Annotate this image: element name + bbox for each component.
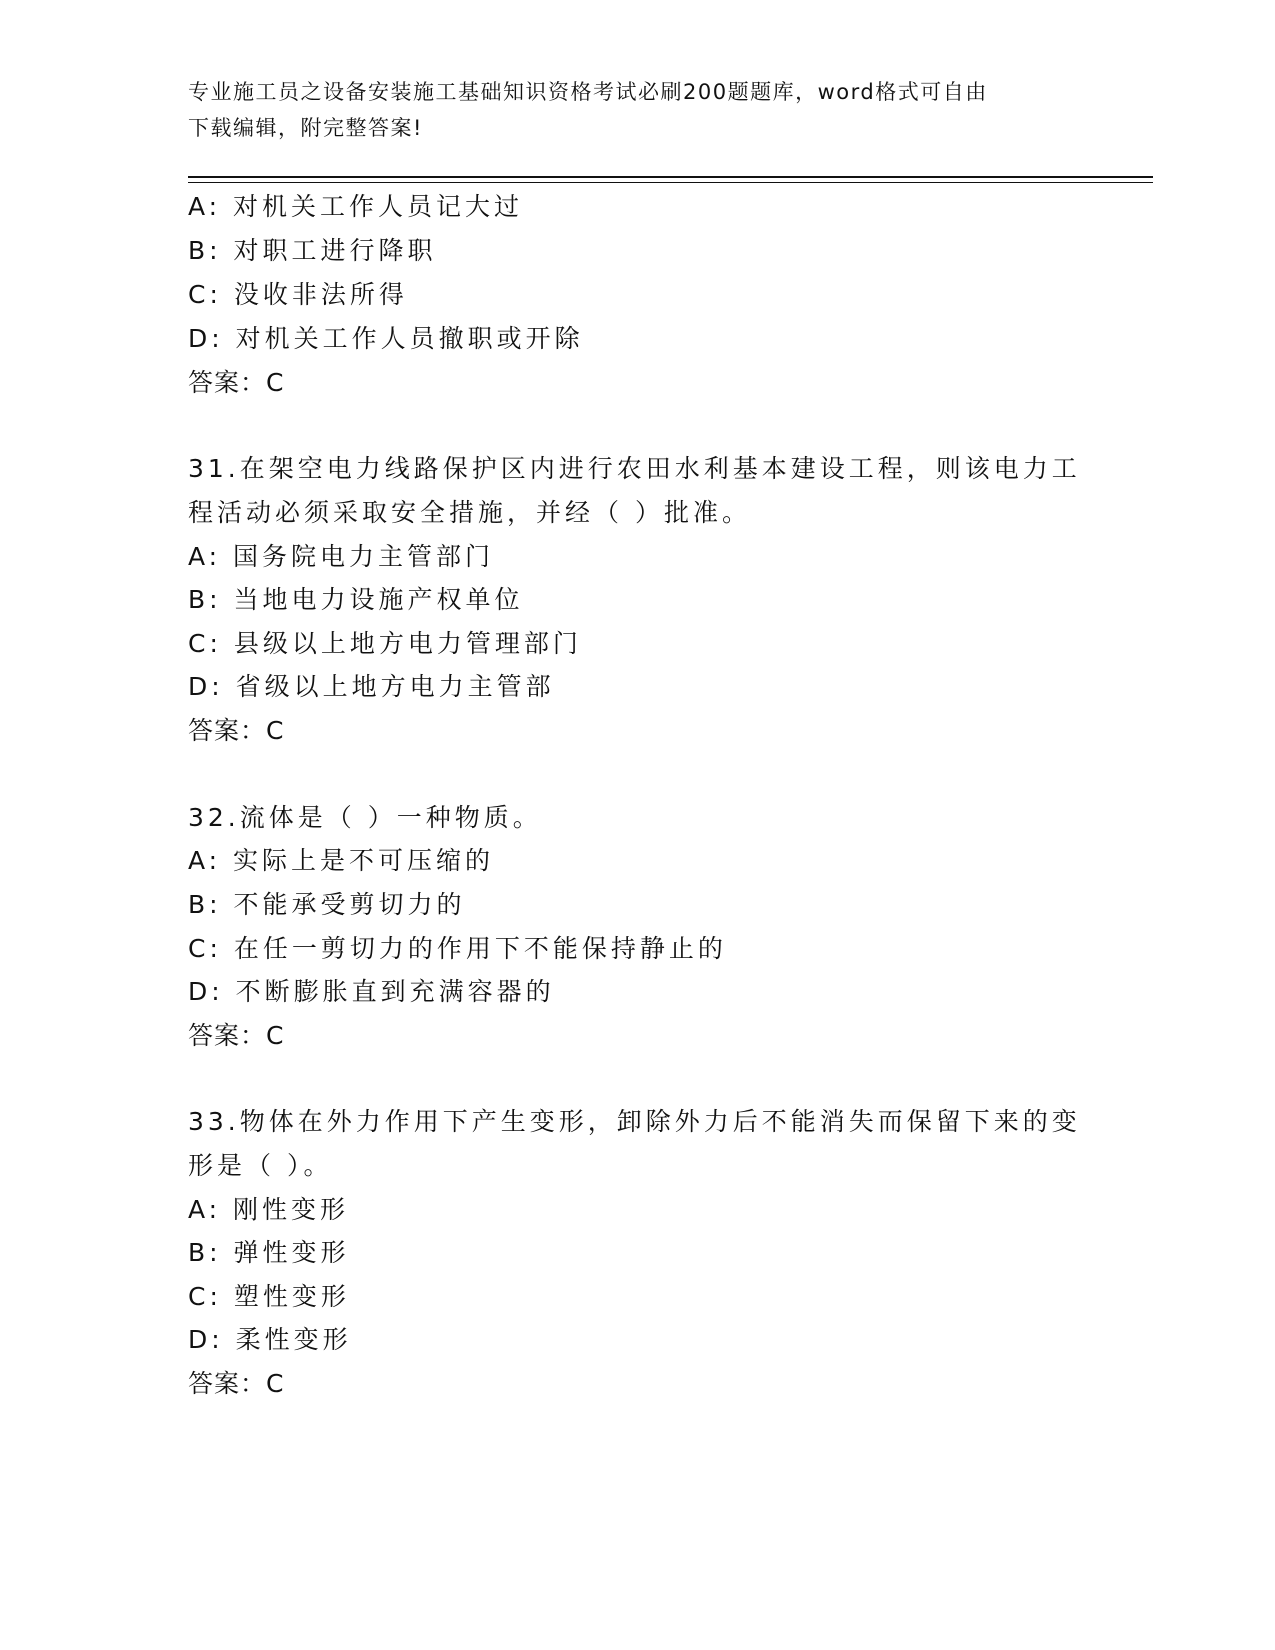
option-a: A: 实际上是不可压缩的 xyxy=(188,846,495,875)
answer-label: 答案：C xyxy=(188,368,285,397)
option-c: C: 塑性变形 xyxy=(188,1282,350,1311)
option-a: A: 对机关工作人员记大过 xyxy=(188,192,524,221)
header-divider-thin xyxy=(188,182,1153,183)
option-b: B: 不能承受剪切力的 xyxy=(188,890,466,919)
question-stem-line-2: 形是（ ）。 xyxy=(188,1151,333,1180)
option-c: C: 没收非法所得 xyxy=(188,280,408,309)
option-a: A: 国务院电力主管部门 xyxy=(188,542,495,571)
option-a: A: 刚性变形 xyxy=(188,1195,350,1224)
option-d: D: 对机关工作人员撤职或开除 xyxy=(188,324,584,353)
header-divider-thick xyxy=(188,176,1153,178)
option-d: D: 省级以上地方电力主管部 xyxy=(188,672,555,701)
question-stem-line-1: 33.物体在外力作用下产生变形，卸除外力后不能消失而保留下来的变 xyxy=(188,1107,1081,1136)
header-line-1: 专业施工员之设备安装施工基础知识资格考试必刷200题题库，word格式可自由 xyxy=(188,80,988,104)
option-b: B: 弹性变形 xyxy=(188,1238,350,1267)
option-b: B: 对职工进行降职 xyxy=(188,236,437,265)
question-stem-line-1: 31.在架空电力线路保护区内进行农田水利基本建设工程，则该电力工 xyxy=(188,454,1081,483)
answer-label: 答案：C xyxy=(188,716,285,745)
header-line-2: 下载编辑，附完整答案! xyxy=(188,116,423,140)
option-c: C: 县级以上地方电力管理部门 xyxy=(188,629,582,658)
option-c: C: 在任一剪切力的作用下不能保持静止的 xyxy=(188,934,727,963)
option-d: D: 柔性变形 xyxy=(188,1325,352,1354)
answer-label: 答案：C xyxy=(188,1021,285,1050)
question-stem-line-2: 程活动必须采取安全措施，并经（ ）批准。 xyxy=(188,498,751,527)
answer-label: 答案：C xyxy=(188,1369,285,1398)
option-b: B: 当地电力设施产权单位 xyxy=(188,585,524,614)
option-d: D: 不断膨胀直到充满容器的 xyxy=(188,977,555,1006)
document-header xyxy=(188,74,1088,146)
question-stem-line-1: 32.流体是（ ）一种物质。 xyxy=(188,803,542,832)
